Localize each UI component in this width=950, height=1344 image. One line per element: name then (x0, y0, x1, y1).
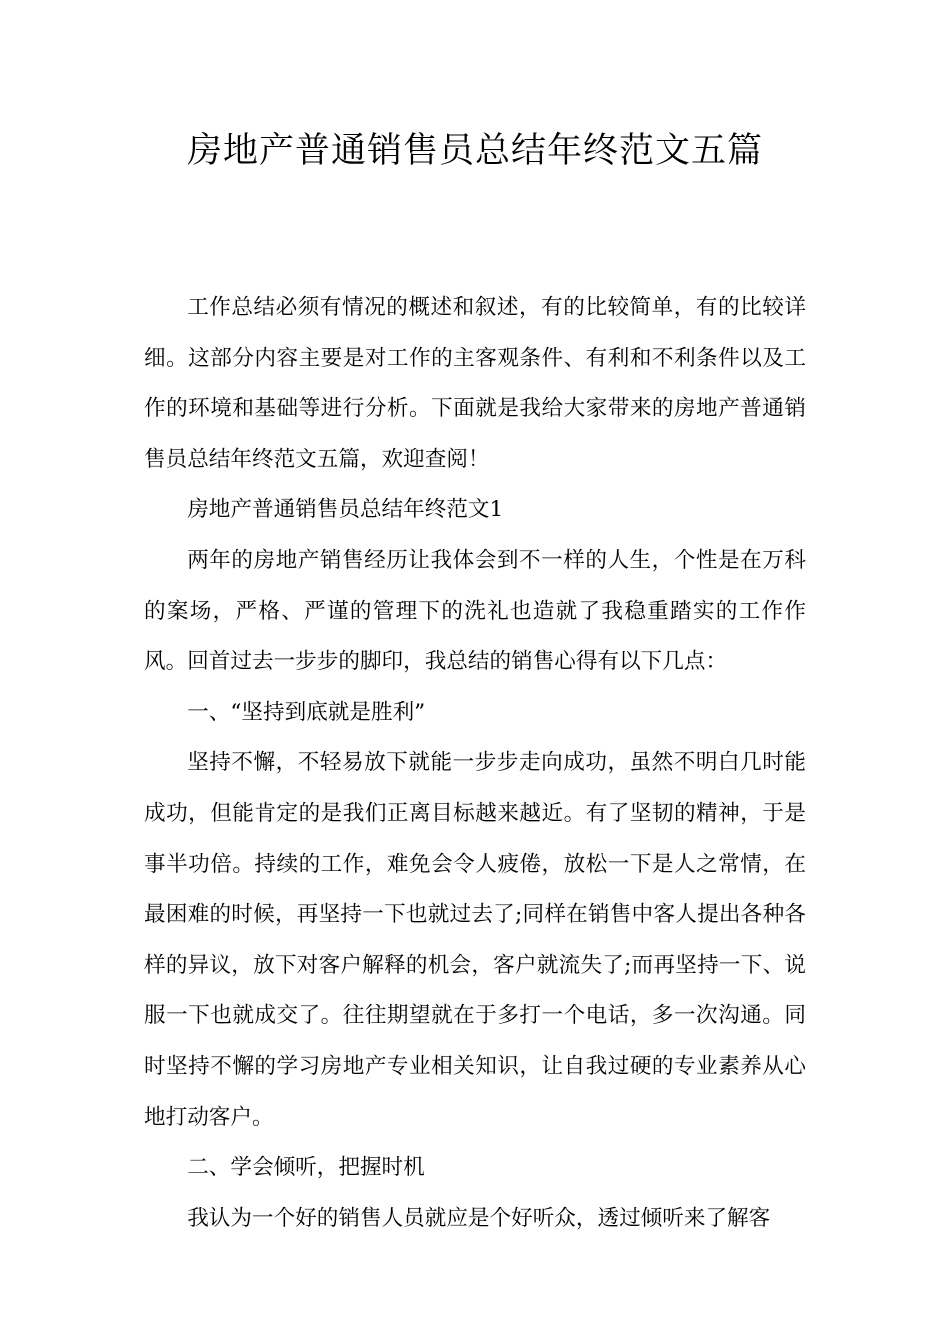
body-paragraph: 坚持不懈，不轻易放下就能一步步走向成功，虽然不明白几时能成功，但能肯定的是我们正离目标越来越近。有了坚韧的精神，于是事半功倍。持续的工作，难免会令人疲倦，放松一下是人之常情，在最困难的时候，再坚持一下也就过去了;同样在销售中客人提出各种各样的异议，放下对客户解释的机会，客户就流失了;而再坚持一下、说服一下也就成交了。往往期望就在于多打一个电话，多一次沟通。同时坚持不懈的学习房地产专业相关知识，让自我过硬的专业素养从心地打动客户。 (144, 750, 806, 1130)
section-heading-2: 二、学会倾听，把握时机 (187, 1155, 425, 1181)
intro-paragraph: 工作总结必须有情况的概述和叙述，有的比较简单，有的比较详细。这部分内容主要是对工作的主客观条件、有利和不利条件以及工作的环境和基础等进行分析。下面就是我给大家带来的房地产普通销售员总结年终范文五篇，欢迎查阅！ (144, 295, 806, 472)
article-heading: 房地产普通销售员总结年终范文1 (187, 497, 504, 523)
body-paragraph: 我认为一个好的销售人员就应是个好听众，透过倾听来了解客 (187, 1205, 771, 1231)
section-heading-1: 一、“坚持到底就是胜利” (187, 699, 426, 725)
document-body (144, 283, 806, 1244)
document-title: 房地产普通销售员总结年终范文五篇 (186, 131, 763, 171)
body-paragraph: 两年的房地产销售经历让我体会到不一样的人生，个性是在万科的案场，严格、严谨的管理下的洗礼也造就了我稳重踏实的工作作风。回首过去一步步的脚印，我总结的销售心得有以下几点： (144, 547, 806, 675)
